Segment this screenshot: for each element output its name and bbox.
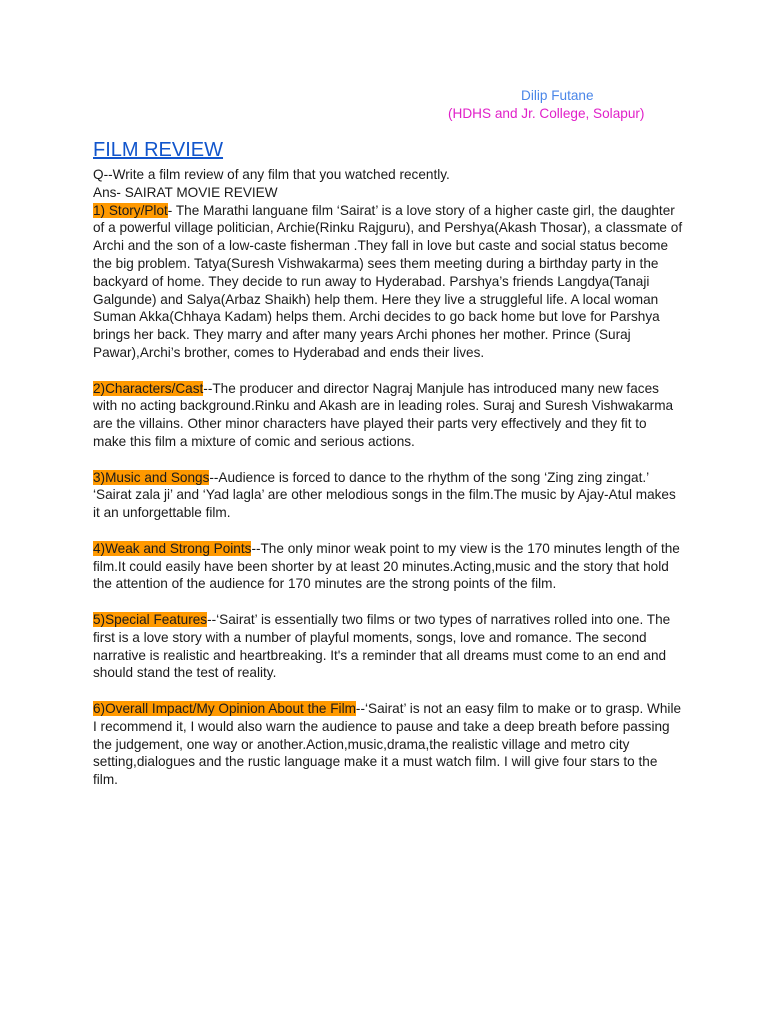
section-label-special-features: 5)Special Features	[93, 611, 208, 627]
section-label-weak-strong-points: 4)Weak and Strong Points	[93, 540, 252, 556]
question-line: Q--Write a film review of any film that you watched recently.	[93, 167, 450, 182]
section-characters-cast	[93, 380, 683, 451]
section-special-features	[93, 611, 683, 682]
review-content	[93, 136, 683, 807]
section-music-songs	[93, 469, 683, 522]
section-text-overall-impact: --‘Sairat’ is not an easy film to make or to grasp. While I recommend it, I would also warn the audience to pause and take a deep breath before passing the judgement, one way or another.Action,music,drama,the realistic village and metro city setting,dialogues and the rustic language make it a must watch film. I will give four stars to the film.	[93, 700, 682, 788]
answer-intro: Ans- SAIRAT MOVIE REVIEW	[93, 184, 278, 200]
section-story-plot	[93, 202, 683, 362]
document-title: FILM REVIEW	[93, 139, 224, 161]
section-weak-strong-points	[93, 540, 683, 593]
author-name: Dilip Futane	[521, 88, 594, 103]
author-school: (HDHS and Jr. College, Solapur)	[448, 106, 645, 121]
section-overall-impact	[93, 700, 683, 789]
section-text-characters-cast: --The producer and director Nagraj Manjule has introduced many new faces with no acting background.Rinku and Akash are in leading roles. Suraj and Suresh Vishwakarma are the villains. Other minor characters have played their parts very effectively and they fit to make this film a mixture of comic and serious actions.	[93, 380, 674, 449]
section-text-music-songs: --Audience is forced to dance to the rhythm of the song ‘Zing zing zingat.’ ‘Sairat zala ji’ and ‘Yad lagla’ are other melodious songs in the film.The music by Ajay-Atul makes it an unforgettable film.	[93, 469, 676, 521]
section-label-music-songs: 3)Music and Songs	[93, 469, 210, 485]
section-label-story-plot: 1) Story/Plot	[93, 202, 168, 218]
section-text-story-plot: - The Marathi languane film ‘Sairat’ is a love story of a higher caste girl, the daughter of a powerful village politician, Archie(Rinku Rajguru), and Pershya(Akash Thosar), a classmate of Archi and the son of a low-caste fisherman .They fall in love but caste and social status become the big problem. Tatya(Suresh Vishwakarma) sees them meeting during a birthday party in the backyard of home. They decide to run away to Hyderabad. Parshya’s friends Langdya(Tanaji Galgunde) and Salya(Arbaz Shaikh) help them. Here they live a struggleful life. A local woman Suman Akka(Chhaya Kadam) helps them. Archi decides to go back home but love for Parshya brings her back. They marry and after many years Archi phones her mother. Prince (Suraj Pawar),Archi’s brother, comes to Hyderabad and ends their lives.	[93, 202, 683, 360]
section-label-characters-cast: 2)Characters/Cast	[93, 380, 204, 396]
section-text-weak-strong-points: --The only minor weak point to my view is the 170 minutes length of the film.It could easily have been shorter by at least 20 minutes.Acting,music and the story that hold the attention of the audience for 170 minutes are the strong points of the film.	[93, 540, 680, 592]
section-label-overall-impact: 6)Overall Impact/My Opinion About the Film	[93, 700, 356, 716]
section-text-special-features: --‘Sairat’ is essentially two films or two types of narratives rolled into one. The first is a love story with a number of playful moments, songs, love and romance. The second narrative is realistic and heartbreaking. It's a reminder that all dreams must come to an end and should stand the test of reality.	[93, 611, 671, 681]
